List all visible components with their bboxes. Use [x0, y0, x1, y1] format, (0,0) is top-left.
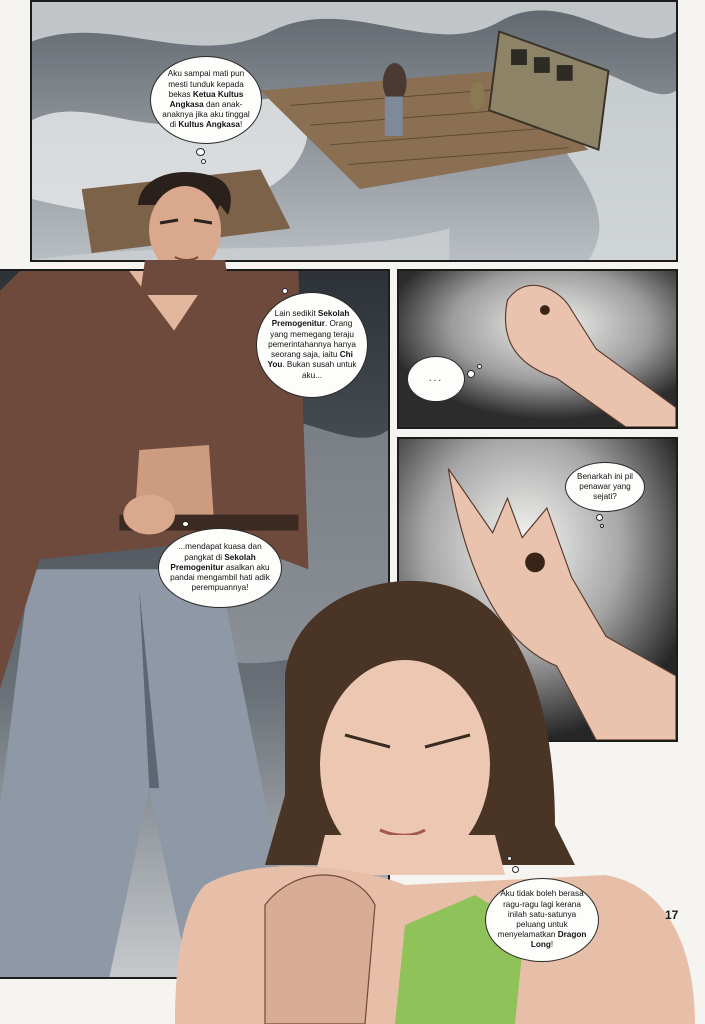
thought-dot: [507, 856, 512, 861]
thought-bubble-6: Aku tidak boleh berasa ragu-ragu lagi kerana inilah satu-satunya peluang untuk menyelamatkan Dragon Long!: [485, 878, 599, 962]
thought-bubble-4: Benarkah ini pil penawar yang sejati?: [565, 462, 645, 512]
thought-dot: [467, 370, 475, 378]
thought-dot: [477, 364, 482, 369]
pinching-hand-illustration: [399, 271, 676, 427]
thought-dot: [600, 524, 604, 528]
page-number: 17: [665, 908, 679, 922]
thought-dot: [596, 514, 603, 521]
thought-dot: [512, 866, 519, 873]
woman-fist: [265, 875, 375, 1024]
panel-hand-pinch: [397, 269, 678, 429]
thought-dot: [201, 159, 206, 164]
man-head: [120, 165, 250, 295]
thought-dot: [282, 288, 288, 294]
thought-bubble-5: ...mendapat kuasa dan pangkat di Sekolah Premogenitur asalkan aku pandai mengambil hati adik perempuannya!: [158, 528, 282, 608]
thought-dot: [182, 521, 189, 527]
thought-bubble-2: Lain sedikit Sekolah Premogenitur. Orang yang memegang teraju pemerintahannya hanya seorang saja, iaitu Chi You. Bukan susah untuk aku...: [256, 292, 368, 398]
thought-dot: [196, 148, 205, 156]
woman-illustration: [175, 565, 695, 1024]
thought-bubble-3: ...: [407, 356, 465, 402]
thought-bubble-1: Aku sampai mati pun mesti tunduk kepada bekas Ketua Kultus Angkasa dan anak-anaknya jika aku tinggal di Kultus Angkasa!: [150, 56, 262, 144]
